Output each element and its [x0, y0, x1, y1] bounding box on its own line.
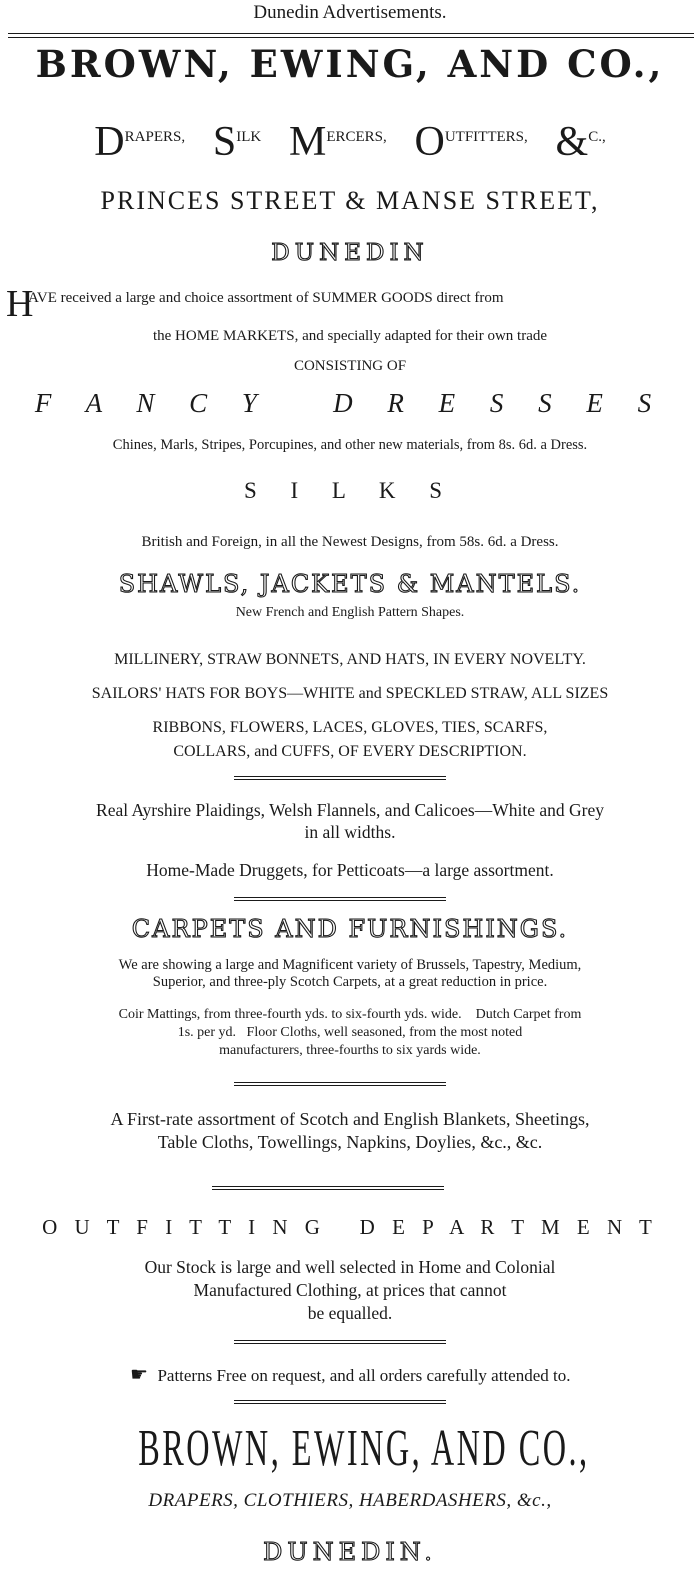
- intro-line-1: AVE received a large and choice assortment of SUMMER GOODS direct from: [28, 290, 504, 306]
- shawls-detail: New French and English Pattern Shapes.: [235, 605, 465, 620]
- patterns-line: [0, 1362, 700, 1386]
- footer-city: DUNEDIN.: [263, 1538, 437, 1566]
- millinery-line-1: MILLINERY, STRAW BONNETS, AND HATS, IN EVERY NOVELTY.: [114, 651, 586, 668]
- section-rule: [234, 1400, 446, 1404]
- silks-detail: British and Foreign, in all the Newest Designs, from 58s. 6d. a Dress.: [141, 534, 559, 550]
- millinery-line-2: SAILORS' HATS FOR BOYS—WHITE and SPECKLED STRAW, ALL SIZES: [91, 685, 609, 702]
- trade-outfitters: OUTFITTERS,: [414, 119, 528, 165]
- trade-etc: &C.,: [555, 119, 606, 165]
- silks-heading: S I L K S: [243, 478, 457, 503]
- outfitting-line-1: Our Stock is large and well selected in Home and Colonial: [144, 1257, 556, 1277]
- patterns-text: Patterns Free on request, and all orders carefully attended to.: [157, 1366, 571, 1385]
- running-title: Dunedin Advertisements.: [253, 2, 447, 23]
- trades-line: [0, 119, 700, 174]
- carpets-heading: CARPETS AND FURNISHINGS.: [131, 915, 569, 943]
- coir-line-2: 1s. per yd. Floor Cloths, well seasoned, from the most noted: [177, 1025, 523, 1040]
- druggets-line: Home-Made Druggets, for Petticoats—a large assortment.: [146, 860, 554, 880]
- fancy-dresses-detail: Chines, Marls, Stripes, Porcupines, and other new materials, from 8s. 6d. a Dress.: [112, 437, 588, 453]
- fancy-dresses-heading: F A N C Y D R E S S E S: [34, 388, 666, 418]
- footer-firm-name-text: BROWN, EWING, AND CO.,: [138, 1420, 590, 1477]
- footer-trades: DRAPERS, CLOTHIERS, HABERDASHERS, &c.,: [148, 1490, 552, 1511]
- coir-line-3: manufacturers, three-fourths to six yards wide.: [219, 1043, 481, 1058]
- trade-silk: SILK: [212, 119, 262, 165]
- plaidings-line-1: Real Ayrshire Plaidings, Welsh Flannels, and Calicoes—White and Grey: [96, 800, 604, 820]
- footer-firm-name: [0, 1419, 700, 1479]
- consisting-of: CONSISTING OF: [293, 358, 407, 374]
- blankets-line-1: A First-rate assortment of Scotch and English Blankets, Sheetings,: [110, 1109, 590, 1129]
- top-rule-second: [8, 37, 694, 38]
- shawls-heading: SHAWLS, JACKETS & MANTELS.: [118, 570, 582, 598]
- section-rule: [212, 1186, 444, 1190]
- section-rule: [234, 1082, 446, 1086]
- top-rule: [8, 33, 694, 34]
- millinery-line-3: RIBBONS, FLOWERS, LACES, GLOVES, TIES, SCARFS,: [152, 719, 548, 736]
- outfitting-heading: O U T F I T T I N G D E P A R T M E N T: [42, 1215, 658, 1239]
- section-rule: [234, 1340, 446, 1344]
- trade-drapers: DRAPERS,: [94, 119, 186, 165]
- coir-line-1: Coir Mattings, from three-fourth yds. to six-fourth yds. wide. Dutch Carpet from: [118, 1007, 582, 1022]
- firm-city: DUNEDIN: [271, 240, 429, 266]
- carpets-line-1: We are showing a large and Magnificent variety of Brussels, Tapestry, Medium,: [118, 957, 582, 973]
- carpets-line-2: Superior, and three-ply Scotch Carpets, at a great reduction in price.: [152, 974, 548, 990]
- outfitting-line-3: be equalled.: [307, 1303, 393, 1323]
- intro-dropcap: H: [6, 283, 34, 325]
- section-rule: [234, 897, 446, 901]
- firm-address: PRINCES STREET & MANSE STREET,: [100, 186, 600, 215]
- pointing-hand-icon: ☚: [129, 1362, 148, 1386]
- blankets-line-2: Table Cloths, Towellings, Napkins, Doylies, &c., &c.: [157, 1132, 543, 1152]
- millinery-line-4: COLLARS, and CUFFS, OF EVERY DESCRIPTION.: [173, 743, 527, 760]
- firm-name: BROWN, EWING, AND CO.,: [35, 42, 665, 86]
- intro-line-2: the HOME MARKETS, and specially adapted for their own trade: [152, 328, 548, 344]
- trade-mercers: MERCERS,: [288, 119, 387, 165]
- outfitting-line-2: Manufactured Clothing, at prices that cannot: [193, 1280, 507, 1300]
- section-rule: [234, 776, 446, 780]
- plaidings-line-2: in all widths.: [304, 822, 396, 842]
